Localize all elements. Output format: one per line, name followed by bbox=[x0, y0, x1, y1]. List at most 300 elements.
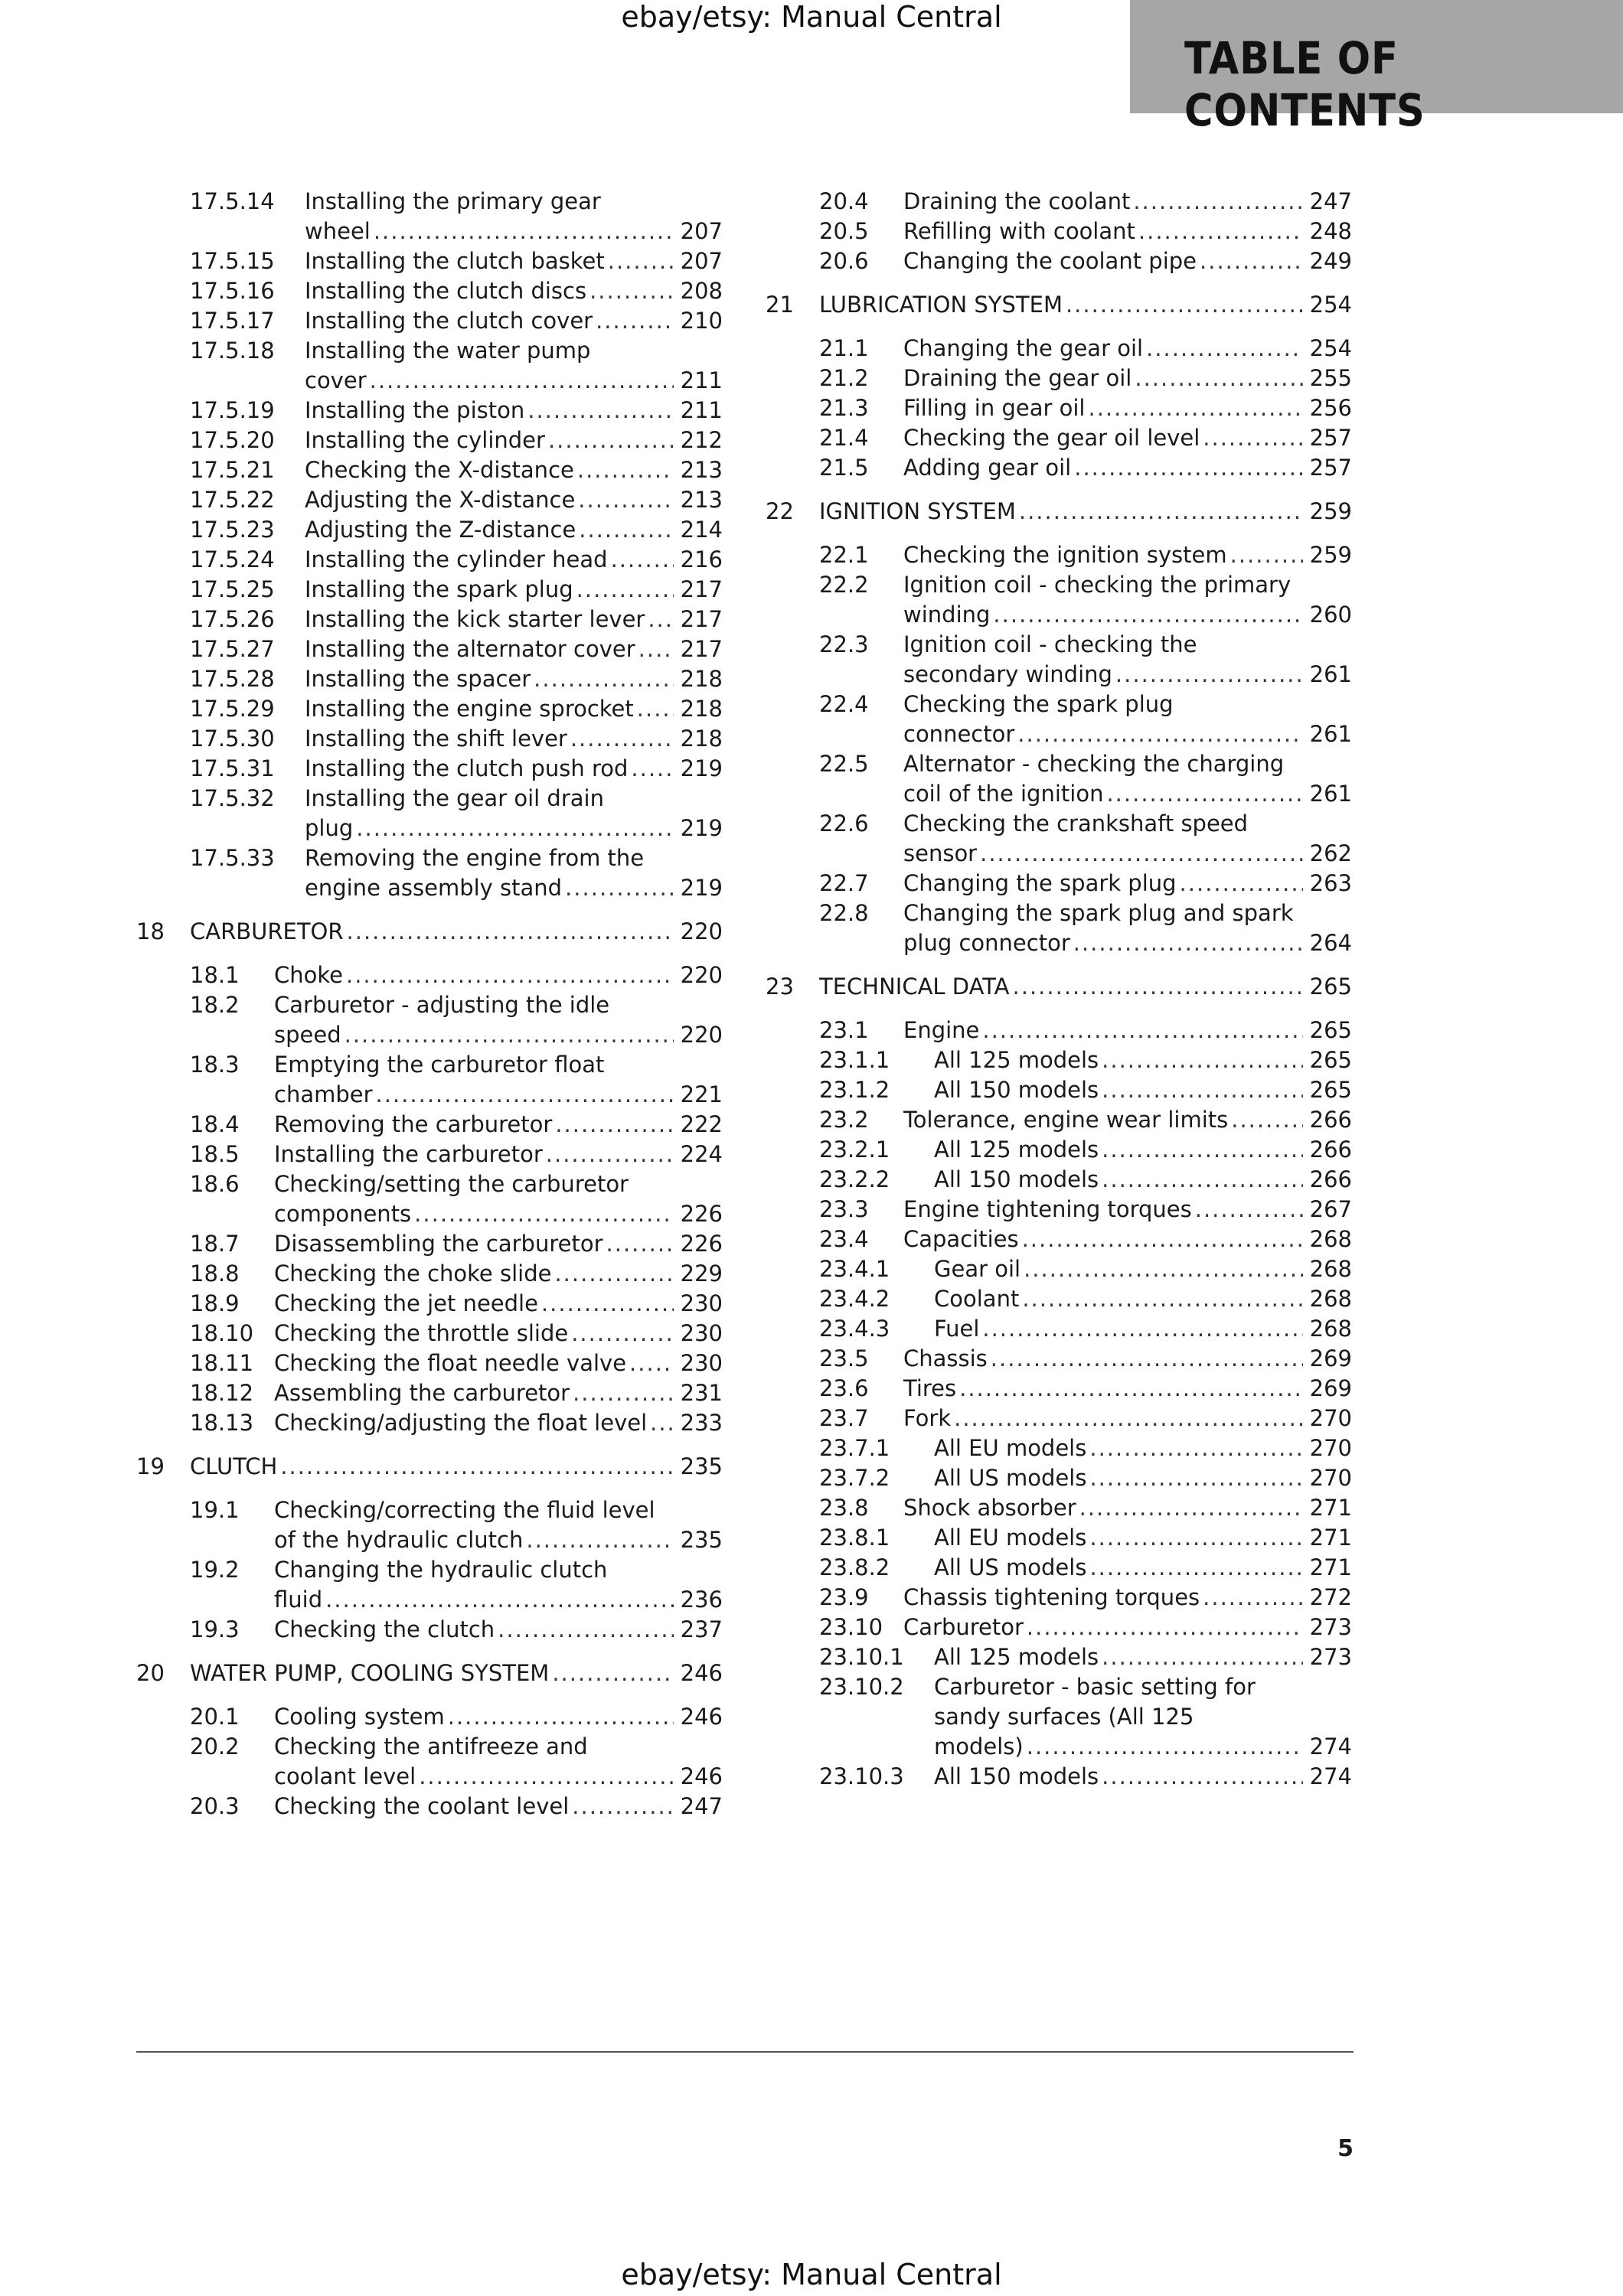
toc-entry-title-line: Carburetor - adjusting the idle bbox=[274, 992, 610, 1018]
toc-entry[interactable] bbox=[766, 364, 1354, 393]
dot-leader bbox=[1066, 290, 1303, 320]
toc-entry-title-line: Fork bbox=[903, 1405, 952, 1431]
toc-entry-page: 211 bbox=[680, 397, 723, 423]
toc-entry-page: 264 bbox=[1309, 930, 1352, 956]
toc-entry-number: 20.3 bbox=[190, 1793, 240, 1819]
toc-entry-number: 17.5.27 bbox=[190, 636, 275, 662]
dot-leader bbox=[1203, 1583, 1303, 1613]
toc-entry[interactable] bbox=[136, 1792, 724, 1821]
dot-leader bbox=[993, 600, 1303, 630]
dot-leader bbox=[1022, 1284, 1303, 1314]
toc-entry-number: 23.1 bbox=[819, 1017, 869, 1043]
toc-entry[interactable] bbox=[766, 1135, 1354, 1165]
dot-leader bbox=[546, 1140, 674, 1169]
toc-entry-page: 235 bbox=[680, 1453, 723, 1479]
toc-entry-number: 17.5.21 bbox=[190, 457, 275, 483]
toc-entry-page: 220 bbox=[680, 1022, 723, 1048]
toc-entry-title-line: LUBRICATION SYSTEM bbox=[819, 292, 1063, 318]
toc-entry[interactable] bbox=[766, 1642, 1354, 1672]
dot-leader bbox=[419, 1762, 674, 1792]
toc-entry-page: 254 bbox=[1309, 292, 1352, 318]
toc-entry-number: 18 bbox=[136, 918, 165, 944]
toc-entry-number: 18.6 bbox=[190, 1171, 240, 1197]
toc-entry-title-line: Adjusting the Z-distance bbox=[305, 517, 576, 543]
toc-entry-number: 22.5 bbox=[819, 751, 869, 777]
toc-entry[interactable] bbox=[136, 1289, 724, 1319]
toc-entry[interactable] bbox=[766, 690, 1354, 749]
toc-entry-page: 208 bbox=[680, 278, 723, 304]
toc-entry-title-line: All 150 models bbox=[934, 1763, 1099, 1789]
toc-entry[interactable] bbox=[766, 1404, 1354, 1433]
toc-entry[interactable] bbox=[766, 1016, 1354, 1045]
toc-entry-page: 220 bbox=[680, 962, 723, 988]
toc-chapter-entry[interactable] bbox=[766, 497, 1354, 527]
toc-entry-number: 18.2 bbox=[190, 992, 240, 1018]
toc-entry-title-line: Ignition coil - checking the bbox=[903, 631, 1197, 657]
toc-entry[interactable] bbox=[766, 1165, 1354, 1195]
toc-entry[interactable] bbox=[136, 1732, 724, 1792]
toc-entry[interactable] bbox=[766, 1075, 1354, 1105]
toc-entry[interactable] bbox=[766, 809, 1354, 869]
toc-entry-page: 257 bbox=[1309, 455, 1352, 481]
toc-entry-title-line: Changing the spark plug bbox=[903, 870, 1177, 896]
toc-chapter-entry[interactable] bbox=[766, 290, 1354, 320]
toc-entry[interactable] bbox=[136, 605, 724, 634]
dot-leader bbox=[356, 814, 674, 843]
toc-entry[interactable] bbox=[766, 187, 1354, 217]
dot-leader bbox=[1133, 187, 1303, 217]
toc-entry-title-line: Installing the carburetor bbox=[274, 1141, 543, 1167]
toc-entry[interactable] bbox=[766, 423, 1354, 453]
toc-entry-page: 246 bbox=[680, 1660, 723, 1686]
toc-entry-title-line: Ignition coil - checking the primary bbox=[903, 572, 1292, 598]
toc-entry-number: 22.3 bbox=[819, 631, 869, 657]
toc-entry-number: 21.1 bbox=[819, 335, 869, 361]
toc-entry-title-line: CLUTCH bbox=[190, 1453, 278, 1479]
toc-entry-number: 22.1 bbox=[819, 542, 869, 568]
toc-entry-page: 261 bbox=[1309, 781, 1352, 807]
toc-entry-page: 220 bbox=[680, 918, 723, 944]
dot-leader bbox=[1024, 1254, 1303, 1284]
dot-leader bbox=[629, 1349, 674, 1378]
toc-entry[interactable] bbox=[136, 396, 724, 426]
toc-entry-title-line: sandy surfaces (All 125 bbox=[934, 1704, 1194, 1730]
toc-entry-title-line: All EU models bbox=[934, 1435, 1087, 1461]
toc-entry[interactable] bbox=[136, 336, 724, 396]
toc-entry-number: 23.7.2 bbox=[819, 1465, 890, 1491]
toc-entry-title-line: Chassis tightening torques bbox=[903, 1584, 1200, 1610]
toc-entry-page: 259 bbox=[1309, 542, 1352, 568]
toc-entry[interactable] bbox=[766, 1613, 1354, 1642]
toc-right-column bbox=[766, 187, 1354, 1792]
toc-chapter-entry[interactable] bbox=[136, 917, 724, 947]
toc-entry-page: 214 bbox=[680, 517, 723, 543]
toc-entry-page: 270 bbox=[1309, 1435, 1352, 1461]
toc-entry-page: 261 bbox=[1309, 661, 1352, 687]
toc-entry-number: 17.5.29 bbox=[190, 696, 275, 722]
toc-entry-number: 18.11 bbox=[190, 1350, 254, 1376]
toc-entry-page: 218 bbox=[680, 666, 723, 692]
toc-entry[interactable] bbox=[766, 1105, 1354, 1135]
toc-entry-title-line: Installing the piston bbox=[305, 397, 525, 423]
toc-entry-number: 22.2 bbox=[819, 572, 869, 598]
dot-leader bbox=[1089, 1553, 1303, 1583]
dot-leader bbox=[1135, 364, 1303, 393]
toc-entry-title-line: All 150 models bbox=[934, 1166, 1099, 1192]
toc-entry-number: 21 bbox=[766, 292, 794, 318]
footer-divider bbox=[136, 2051, 1354, 2053]
toc-entry[interactable] bbox=[136, 276, 724, 306]
toc-entry-page: 230 bbox=[680, 1350, 723, 1376]
toc-entry[interactable] bbox=[136, 455, 724, 485]
toc-entry-page: 274 bbox=[1309, 1763, 1352, 1789]
toc-entry-page: 211 bbox=[680, 367, 723, 393]
toc-entry-title-line: Carburetor - basic setting for bbox=[934, 1674, 1256, 1700]
toc-entry-number: 22 bbox=[766, 498, 794, 524]
toc-entry[interactable] bbox=[136, 694, 724, 724]
toc-entry-number: 20.5 bbox=[819, 218, 869, 244]
toc-entry[interactable] bbox=[136, 1408, 724, 1438]
toc-entry-title-line: plug bbox=[305, 815, 354, 841]
toc-entry-page: 255 bbox=[1309, 365, 1352, 391]
toc-entry-page: 265 bbox=[1309, 974, 1352, 1000]
toc-entry-number: 17.5.20 bbox=[190, 427, 275, 453]
toc-entry-page: 271 bbox=[1309, 1495, 1352, 1521]
toc-entry-page: 257 bbox=[1309, 425, 1352, 451]
toc-entry-title-line: connector bbox=[903, 721, 1015, 747]
toc-entry-title-line: Checking the jet needle bbox=[274, 1290, 538, 1316]
toc-entry-number: 22.4 bbox=[819, 691, 869, 717]
dot-leader bbox=[611, 545, 674, 575]
dot-leader bbox=[565, 873, 674, 903]
dot-leader bbox=[1013, 972, 1303, 1002]
dot-leader bbox=[608, 246, 674, 276]
toc-entry[interactable] bbox=[766, 1433, 1354, 1463]
dot-leader bbox=[1115, 660, 1303, 690]
toc-entry-page: 235 bbox=[680, 1527, 723, 1553]
toc-entry-page: 248 bbox=[1309, 218, 1352, 244]
toc-entry[interactable] bbox=[766, 540, 1354, 570]
toc-entry-title-line: Choke bbox=[274, 962, 343, 988]
toc-entry-number: 21.5 bbox=[819, 455, 869, 481]
toc-entry[interactable] bbox=[136, 515, 724, 545]
dot-leader bbox=[1019, 497, 1303, 527]
toc-entry[interactable] bbox=[766, 1195, 1354, 1225]
dot-leader bbox=[346, 960, 674, 990]
dot-leader bbox=[980, 839, 1303, 869]
toc-entry[interactable] bbox=[766, 1672, 1354, 1762]
toc-entry[interactable] bbox=[136, 1140, 724, 1169]
toc-entry-number: 22.6 bbox=[819, 810, 869, 837]
dot-leader bbox=[577, 455, 674, 485]
toc-entry-page: 265 bbox=[1309, 1077, 1352, 1103]
dot-leader bbox=[1102, 1135, 1303, 1165]
toc-entry[interactable] bbox=[766, 1374, 1354, 1404]
dot-leader bbox=[1102, 1762, 1303, 1792]
toc-entry-number: 17.5.18 bbox=[190, 338, 275, 364]
toc-entry-title-line: IGNITION SYSTEM bbox=[819, 498, 1016, 524]
dot-leader bbox=[571, 1319, 674, 1349]
toc-entry-title-line: Checking/setting the carburetor bbox=[274, 1171, 629, 1197]
toc-entry-number: 17.5.33 bbox=[190, 845, 275, 871]
toc-entry[interactable] bbox=[136, 187, 724, 246]
toc-entry-number: 17.5.23 bbox=[190, 517, 275, 543]
dot-leader bbox=[1230, 540, 1303, 570]
toc-entry-title-line: Installing the cylinder bbox=[305, 427, 545, 453]
toc-entry[interactable] bbox=[136, 306, 724, 336]
toc-entry[interactable] bbox=[136, 754, 724, 784]
dot-leader bbox=[1088, 393, 1303, 423]
toc-entry-title-line: Installing the kick starter lever bbox=[305, 606, 645, 632]
toc-entry[interactable] bbox=[766, 1344, 1354, 1374]
dot-leader bbox=[414, 1199, 674, 1229]
toc-entry[interactable] bbox=[766, 1493, 1354, 1523]
dot-leader bbox=[1106, 779, 1303, 809]
toc-entry-title-line: winding bbox=[903, 602, 991, 628]
toc-entry-page: 218 bbox=[680, 726, 723, 752]
toc-entry-title-line: Installing the engine sprocket bbox=[305, 696, 634, 722]
toc-entry[interactable] bbox=[136, 1349, 724, 1378]
toc-entry-title-line: engine assembly stand bbox=[305, 875, 563, 901]
toc-entry-title-line: All 150 models bbox=[934, 1077, 1099, 1103]
toc-entry[interactable] bbox=[766, 749, 1354, 809]
dot-leader bbox=[631, 754, 674, 784]
toc-entry-number: 23.2.2 bbox=[819, 1166, 890, 1192]
toc-entry-page: 226 bbox=[680, 1231, 723, 1257]
watermark-bottom: ebay/etsy: Manual Central bbox=[621, 2258, 1002, 2291]
dot-leader bbox=[552, 1658, 674, 1688]
toc-entry-page: 247 bbox=[680, 1793, 723, 1819]
toc-entry[interactable] bbox=[136, 1319, 724, 1349]
toc-entry-page: 270 bbox=[1309, 1405, 1352, 1431]
toc-entry-title-line: Checking the throttle slide bbox=[274, 1320, 569, 1346]
toc-entry-title-line: All EU models bbox=[934, 1525, 1087, 1551]
dot-leader bbox=[596, 306, 674, 336]
toc-entry-title-line: speed bbox=[274, 1022, 341, 1048]
toc-entry-number: 23.8.2 bbox=[819, 1554, 890, 1580]
toc-entry-title-line: Adjusting the X-distance bbox=[305, 487, 576, 513]
toc-entry-title-line: wheel bbox=[305, 218, 371, 244]
toc-entry-page: 230 bbox=[680, 1320, 723, 1346]
toc-entry-number: 23.4.3 bbox=[819, 1316, 890, 1342]
dot-leader bbox=[448, 1702, 674, 1732]
toc-entry[interactable] bbox=[766, 1254, 1354, 1284]
dot-leader bbox=[982, 1016, 1303, 1045]
toc-entry-title-line: Installing the spacer bbox=[305, 666, 531, 692]
toc-entry-number: 17.5.17 bbox=[190, 308, 275, 334]
dot-leader bbox=[526, 1525, 674, 1555]
toc-entry-page: 213 bbox=[680, 457, 723, 483]
toc-entry-number: 17.5.32 bbox=[190, 785, 275, 811]
toc-entry-title-line: All US models bbox=[934, 1465, 1087, 1491]
toc-entry-page: 246 bbox=[680, 1763, 723, 1789]
dot-leader bbox=[576, 575, 674, 605]
toc-entry[interactable] bbox=[766, 334, 1354, 364]
dot-leader bbox=[579, 515, 674, 545]
toc-entry[interactable] bbox=[136, 784, 724, 843]
dot-leader bbox=[606, 1229, 674, 1259]
dot-leader bbox=[1017, 719, 1303, 749]
toc-entry-number: 20 bbox=[136, 1660, 165, 1686]
toc-entry-title-line: Chassis bbox=[903, 1345, 988, 1371]
toc-entry[interactable] bbox=[766, 1463, 1354, 1493]
toc-entry-page: 221 bbox=[680, 1081, 723, 1107]
toc-entry-page: 268 bbox=[1309, 1226, 1352, 1252]
dot-leader bbox=[345, 1020, 674, 1050]
toc-entry-page: 218 bbox=[680, 696, 723, 722]
toc-entry-page: 247 bbox=[1309, 188, 1352, 214]
toc-entry[interactable] bbox=[136, 1378, 724, 1408]
toc-entry-title-line: Checking the X-distance bbox=[305, 457, 574, 483]
toc-entry[interactable] bbox=[766, 1523, 1354, 1553]
toc-entry-number: 17.5.30 bbox=[190, 726, 275, 752]
toc-entry-title-line: sensor bbox=[903, 840, 978, 866]
toc-entry-title-line: Installing the clutch discs bbox=[305, 278, 587, 304]
dot-leader bbox=[1102, 1642, 1303, 1672]
dot-leader bbox=[1089, 1433, 1303, 1463]
dot-leader bbox=[954, 1404, 1303, 1433]
toc-entry[interactable] bbox=[136, 545, 724, 575]
dot-leader bbox=[554, 1259, 674, 1289]
toc-entry-title-line: Adding gear oil bbox=[903, 455, 1072, 481]
toc-entry-number: 18.7 bbox=[190, 1231, 240, 1257]
toc-entry-title-line: chamber bbox=[274, 1081, 373, 1107]
dot-leader bbox=[1022, 1225, 1303, 1254]
toc-entry-title-line: Draining the gear oil bbox=[903, 365, 1132, 391]
toc-entry[interactable] bbox=[766, 217, 1354, 246]
toc-entry-title-line: Removing the carburetor bbox=[274, 1111, 553, 1137]
dot-leader bbox=[1203, 423, 1303, 453]
toc-entry[interactable] bbox=[136, 575, 724, 605]
toc-entry-number: 18.13 bbox=[190, 1410, 254, 1436]
dot-leader bbox=[280, 1452, 674, 1482]
toc-chapter-entry[interactable] bbox=[136, 1658, 724, 1688]
toc-entry[interactable] bbox=[766, 899, 1354, 958]
toc-entry-number: 23.10.3 bbox=[819, 1763, 904, 1789]
toc-entry-number: 23.2.1 bbox=[819, 1137, 890, 1163]
toc-entry-number: 18.1 bbox=[190, 962, 240, 988]
toc-entry-title-line: coil of the ignition bbox=[903, 781, 1104, 807]
dot-leader bbox=[1138, 217, 1303, 246]
toc-entry[interactable] bbox=[766, 1553, 1354, 1583]
toc-chapter-entry[interactable] bbox=[766, 972, 1354, 1002]
toc-entry[interactable] bbox=[136, 664, 724, 694]
toc-entry[interactable] bbox=[766, 1225, 1354, 1254]
toc-entry-page: 261 bbox=[1309, 721, 1352, 747]
toc-entry[interactable] bbox=[136, 1555, 724, 1615]
toc-entry[interactable] bbox=[766, 1583, 1354, 1613]
toc-entry[interactable] bbox=[136, 1259, 724, 1289]
toc-entry[interactable] bbox=[136, 1169, 724, 1229]
toc-entry-number: 19.3 bbox=[190, 1616, 240, 1642]
dot-leader bbox=[570, 724, 674, 754]
dot-leader bbox=[555, 1110, 674, 1140]
toc-entry-title-line: Alternator - checking the charging bbox=[903, 751, 1285, 777]
toc-entry[interactable] bbox=[766, 869, 1354, 899]
toc-entry-title-line: Installing the clutch basket bbox=[305, 248, 605, 274]
toc-entry-number: 21.3 bbox=[819, 395, 869, 421]
toc-entry-title-line: fluid bbox=[274, 1587, 323, 1613]
toc-entry-title-line: Changing the coolant pipe bbox=[903, 248, 1197, 274]
toc-entry[interactable] bbox=[136, 246, 724, 276]
toc-entry-number: 23.10.1 bbox=[819, 1644, 904, 1670]
toc-entry-number: 19.2 bbox=[190, 1557, 240, 1583]
toc-entry[interactable] bbox=[136, 1615, 724, 1645]
dot-leader bbox=[959, 1374, 1303, 1404]
watermark-top: ebay/etsy: Manual Central bbox=[621, 0, 1002, 34]
toc-entry[interactable] bbox=[766, 630, 1354, 690]
toc-entry-number: 17.5.19 bbox=[190, 397, 275, 423]
toc-entry-title-line: Draining the coolant bbox=[903, 188, 1131, 214]
toc-entry-number: 17.5.15 bbox=[190, 248, 275, 274]
toc-entry-title-line: Checking the spark plug bbox=[903, 691, 1174, 717]
toc-entry-title-line: Emptying the carburetor float bbox=[274, 1052, 605, 1078]
dot-leader bbox=[1089, 1463, 1303, 1493]
toc-entry-title-line: All 125 models bbox=[934, 1644, 1099, 1670]
toc-entry-number: 23.8.1 bbox=[819, 1525, 890, 1551]
toc-entry-page: 212 bbox=[680, 427, 723, 453]
toc-chapter-entry[interactable] bbox=[136, 1452, 724, 1482]
toc-entry[interactable] bbox=[136, 1110, 724, 1140]
toc-entry-title-line: Installing the water pump bbox=[305, 338, 591, 364]
toc-entry-title-line: Installing the spark plug bbox=[305, 576, 573, 602]
toc-entry-page: 270 bbox=[1309, 1465, 1352, 1491]
toc-entry[interactable] bbox=[136, 960, 724, 990]
toc-entry[interactable] bbox=[766, 1314, 1354, 1344]
toc-entry-number: 17.5.28 bbox=[190, 666, 275, 692]
toc-entry[interactable] bbox=[766, 453, 1354, 483]
toc-entry[interactable] bbox=[766, 246, 1354, 276]
toc-entry-page: 273 bbox=[1309, 1614, 1352, 1640]
toc-entry-title-line: Tires bbox=[903, 1375, 957, 1401]
toc-entry-title-line: Changing the gear oil bbox=[903, 335, 1144, 361]
toc-entry-page: 265 bbox=[1309, 1047, 1352, 1073]
toc-entry[interactable] bbox=[136, 426, 724, 455]
toc-entry-page: 263 bbox=[1309, 870, 1352, 896]
toc-entry-number: 23.8 bbox=[819, 1495, 869, 1521]
toc-entry[interactable] bbox=[766, 1284, 1354, 1314]
toc-entry[interactable] bbox=[136, 1229, 724, 1259]
toc-entry-page: 272 bbox=[1309, 1584, 1352, 1610]
toc-entry-title-line: Checking the crankshaft speed bbox=[903, 810, 1249, 837]
dot-leader bbox=[1073, 928, 1303, 958]
toc-entry-title-line: All 125 models bbox=[934, 1137, 1099, 1163]
toc-entry[interactable] bbox=[136, 843, 724, 903]
toc-entry-number: 23.4 bbox=[819, 1226, 869, 1252]
toc-entry[interactable] bbox=[136, 1050, 724, 1110]
toc-entry-page: 219 bbox=[680, 755, 723, 781]
toc-entry[interactable] bbox=[136, 724, 724, 754]
toc-entry[interactable] bbox=[766, 1045, 1354, 1075]
toc-entry-page: 224 bbox=[680, 1141, 723, 1167]
toc-entry-page: 231 bbox=[680, 1380, 723, 1406]
toc-entry[interactable] bbox=[766, 393, 1354, 423]
toc-entry-page: 260 bbox=[1309, 602, 1352, 628]
dot-leader bbox=[1074, 453, 1303, 483]
toc-entry[interactable] bbox=[136, 1495, 724, 1555]
toc-entry[interactable] bbox=[136, 485, 724, 515]
toc-entry-title-line: Installing the cylinder head bbox=[305, 546, 608, 572]
toc-entry[interactable] bbox=[136, 990, 724, 1050]
dot-leader bbox=[578, 485, 674, 515]
toc-entry[interactable] bbox=[136, 634, 724, 664]
toc-entry[interactable] bbox=[766, 570, 1354, 630]
toc-entry[interactable] bbox=[766, 1762, 1354, 1792]
toc-entry-page: 269 bbox=[1309, 1345, 1352, 1371]
toc-entry[interactable] bbox=[136, 1702, 724, 1732]
dot-leader bbox=[548, 426, 674, 455]
dot-leader bbox=[325, 1585, 674, 1615]
